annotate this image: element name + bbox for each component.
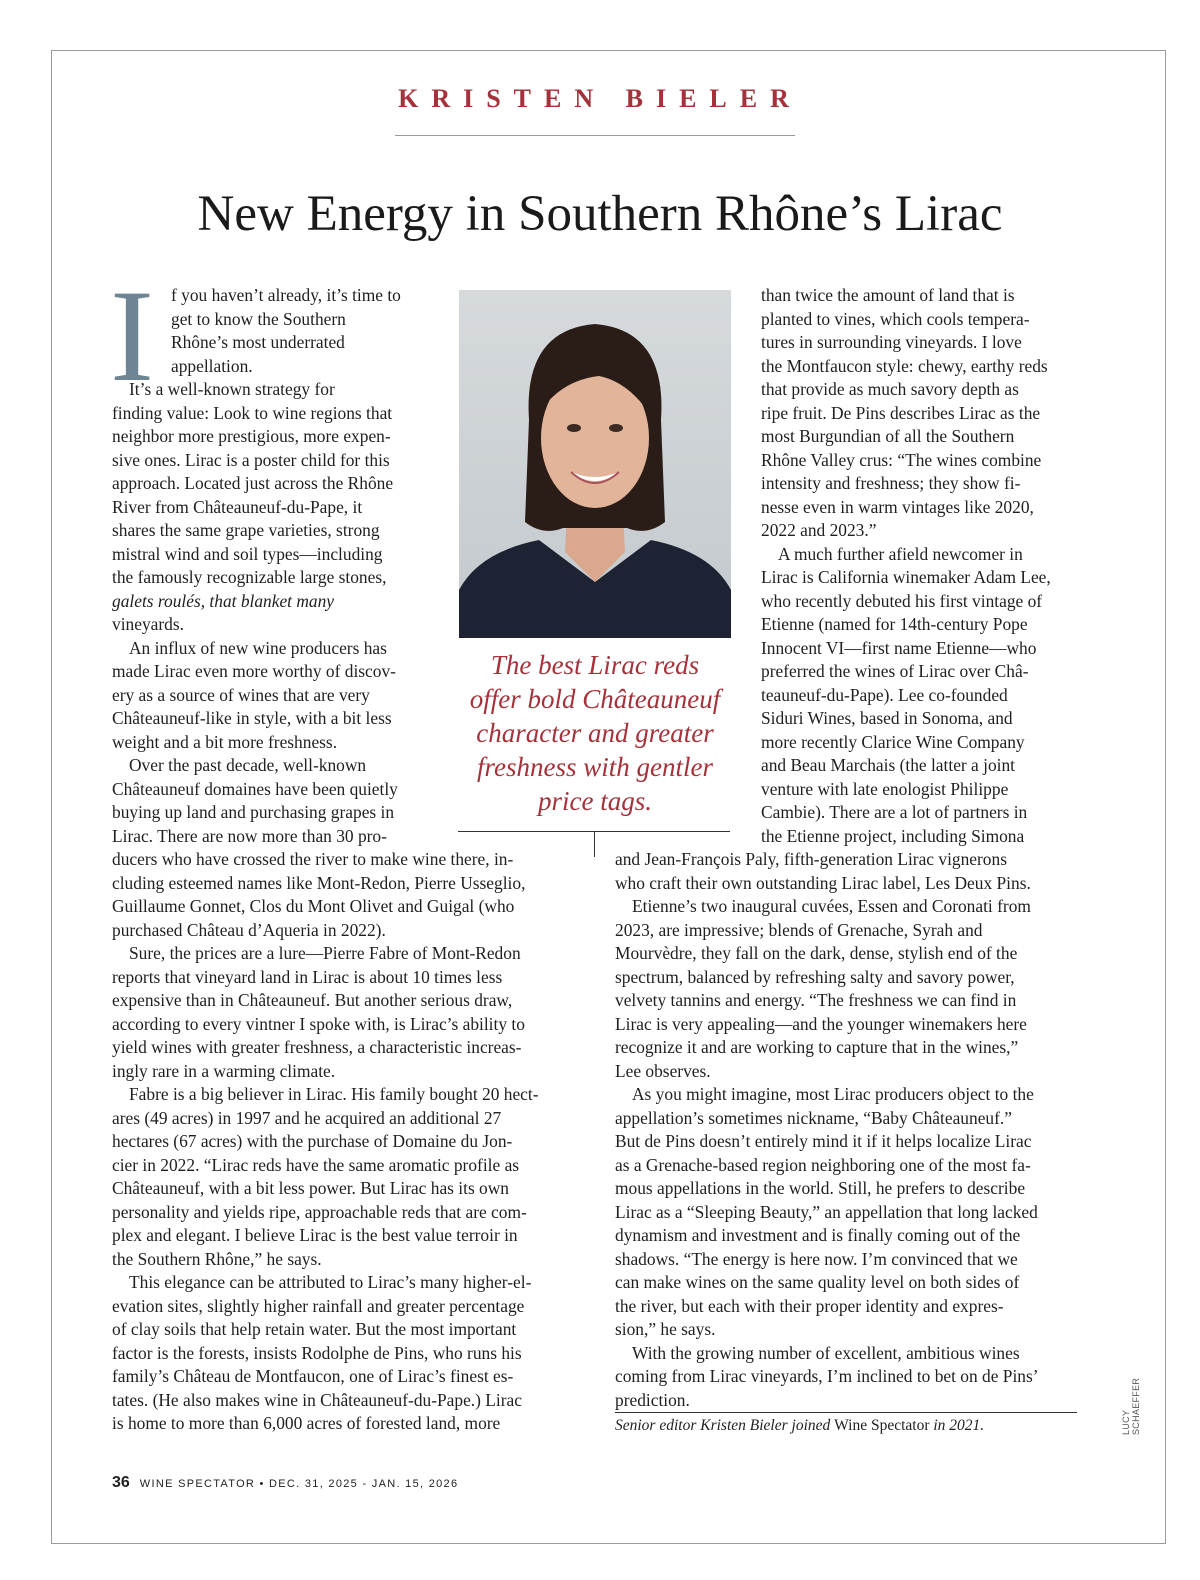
body-line: most Burgundian of all the Southern [761,426,1015,446]
pull-quote-line: freshness with gentler [477,752,713,782]
body-line: intensity and freshness; they show fi- [761,473,1021,493]
body-line: who recently debuted his first vintage of [761,590,1043,611]
body-line: and Jean-François Paly, fifth-generation Lirac vignerons [615,849,1007,869]
body-line: dynamism and investment and is finally coming out of the [615,1225,1021,1245]
body-line: the Montfaucon style: chewy, earthy reds [761,355,1048,376]
body-line: plex and elegant. I believe Lirac is the best value terroir in [112,1225,518,1245]
page-number: 36 [112,1474,130,1491]
body-line: Lirac is California winemaker Adam Lee, [761,567,1051,587]
body-line: hectares (67 acres) with the purchase of Domaine du Jon- [112,1131,513,1151]
body-line: as a Grenache-based region neighboring one of the most fa- [615,1154,1031,1175]
body-line: evation sites, slightly higher rainfall and greater percentage [112,1295,525,1316]
body-line: coming from Lirac vineyards, I’m inclined to bet on de Pins’ [615,1366,1039,1386]
pull-quote-line: The best Lirac reds [490,650,700,680]
body-line: neighbor more prestigious, more expen- [112,426,391,446]
body-line: A much further afield newcomer in [778,543,1023,564]
body-line: personality and yields ripe, approachable reds that are com- [112,1201,527,1222]
body-line: Etienne’s two inaugural cuvées, Essen and Coronati from [632,896,1031,916]
body-line: yield wines with greater freshness, a characteristic increas- [112,1037,522,1057]
body-line: can make wines on the same quality level on both sides of [615,1272,1020,1292]
body-line: An influx of new wine producers has [129,637,387,658]
body-line: Sure, the prices are a lure—Pierre Fabre of Mont-Redon [129,943,521,963]
body-line: get to know the Southern [171,308,346,329]
body-line: Guillaume Gonnet, Clos du Mont Olivet and Guigal (who [112,896,515,916]
body-line: Over the past decade, well-known [129,755,367,775]
body-line: Lee observes. [615,1060,711,1081]
pull-quote-line: offer bold Châteauneuf [469,684,721,714]
body-line: according to every vintner I spoke with, is Lirac’s ability to [112,1013,525,1034]
body-line: This elegance can be attributed to Lirac’s many higher-el- [129,1272,532,1292]
body-line: the river, but each with their proper identity and expres- [615,1295,1004,1316]
body-line: ripe fruit. De Pins describes Lirac as the [761,402,1041,423]
publication-line: WINE SPECTATOR • DEC. 31, 2025 - JAN. 15, 2026 [139,1478,459,1490]
body-line: sion,” he says. [615,1319,716,1339]
photo-credit: LUCY SCHAEFFER [1121,1377,1141,1435]
body-line: River from Châteauneuf-du-Pape, it [112,496,363,517]
body-line: Siduri Wines, based in Sonoma, and [761,708,1013,728]
body-line: reports that vineyard land in Lirac is about 10 times less [112,966,503,987]
body-line: ingly rare in a warming climate. [112,1060,336,1081]
page-footer [112,1474,458,1492]
article-headline: New Energy in Southern Rhône’s Lirac [197,186,1003,242]
body-line: cier in 2022. “Lirac reds have the same aromatic profile as [112,1154,520,1175]
body-line: Fabre is a big believer in Lirac. His family bought 20 hect- [129,1084,539,1104]
body-line: Lirac as a “Sleeping Beauty,” an appellation that long lacked [615,1201,1038,1222]
author-photo [459,290,731,638]
pull-quote-line: price tags. [538,786,652,816]
body-line: family’s Château de Montfaucon, one of Lirac’s finest es- [112,1366,514,1386]
body-line: finding value: Look to wine regions that [112,402,393,423]
body-line: Châteauneuf, with a bit less power. But Lirac has its own [112,1178,510,1198]
body-line: Lirac. There are now more than 30 pro- [112,825,387,846]
body-line: purchased Château d’Aqueria in 2022). [112,919,386,940]
body-line: Rhône’s most underrated [171,332,345,352]
body-line: of clay soils that help retain water. But the most important [112,1319,517,1339]
author-name: KRISTEN BIELER [398,84,802,113]
body-line: than twice the amount of land that is [761,285,1015,305]
pull-quote-line: character and greater [476,718,714,748]
body-line: nesse even in warm vintages like 2020, [761,496,1034,517]
body-line: and Beau Marchais (the latter a joint [761,755,1015,775]
body-line: venture with late enologist Philippe [761,778,1009,799]
body-line: velvety tannins and energy. “The freshness we can find in [615,990,1017,1010]
body-line: who craft their own outstanding Lirac label, Les Deux Pins. [615,872,1031,893]
body-line: shares the same grape varieties, strong [112,520,380,540]
bio-divider [615,1412,1077,1413]
body-line: tates. (He also makes wine in Châteauneuf-du-Pape.) Lirac [112,1389,522,1410]
body-line: As you might imagine, most Lirac producers object to the [632,1084,1034,1104]
body-line: spectrum, balanced by refreshing salty and savory power, [615,966,1015,987]
pull-quote-tick [594,831,595,857]
body-line: recognize it and are working to capture that in the wines,” [615,1037,1019,1057]
body-line: Châteauneuf-like in style, with a bit less [112,708,392,728]
drop-cap: I [110,262,154,409]
body-line: 2022 and 2023.” [761,520,877,540]
body-line: sive ones. Lirac is a poster child for this [112,449,390,470]
body-line: expensive than in Châteauneuf. But another serious draw, [112,990,513,1010]
body-line: Rhône Valley crus: “The wines combine [761,449,1042,470]
body-line: galets roulés, that blanket many [112,590,335,611]
bio-publication: Wine Spectator [834,1417,930,1434]
body-line: With the growing number of excellent, ambitious wines [632,1342,1020,1363]
body-line: the Etienne project, including Simona [761,825,1025,846]
body-line: approach. Located just across the Rhône [112,473,394,493]
body-line: planted to vines, which cools tempera- [761,308,1030,329]
body-line: ery as a source of wines that are very [112,684,370,705]
body-line: teauneuf-du-Pape). Lee co-founded [761,684,1008,705]
header-divider [395,135,795,136]
body-line: 2023, are impressive; blends of Grenache, Syrah and [615,919,983,940]
body-line: mous appellations in the world. Still, he prefers to describe [615,1178,1026,1198]
body-line: Mourvèdre, they fall on the dark, dense, stylish end of the [615,943,1018,963]
bio-text-end: in 2021. [929,1417,985,1434]
body-line: Etienne (named for 14th-century Pope [761,614,1028,634]
pull-quote [455,648,735,818]
body-line: more recently Clarice Wine Company [761,731,1025,752]
body-line: is home to more than 6,000 acres of forested land, more [112,1413,501,1433]
bio-text: Senior editor Kristen Bieler joined [615,1417,835,1434]
portrait-image [459,290,731,638]
body-line: factor is the forests, insists Rodolphe de Pins, who runs his [112,1342,522,1363]
body-line: Innocent VI—first name Etienne—who [761,637,1037,658]
body-line: cluding esteemed names like Mont-Redon, Pierre Usseglio, [112,872,526,893]
body-line: Châteauneuf domaines have been quietly [112,778,398,799]
body-line: mistral wind and soil types—including [112,543,383,564]
body-line: preferred the wines of Lirac over Châ- [761,661,1029,681]
body-line: But de Pins doesn’t entirely mind it if it helps localize Lirac [615,1131,1032,1151]
body-line: buying up land and purchasing grapes in [112,802,395,822]
author-bio [615,1416,984,1436]
body-line: weight and a bit more freshness. [112,731,338,752]
body-line: ares (49 acres) in 1997 and he acquired an additional 27 [112,1107,502,1128]
body-line: Lirac is very appealing—and the younger winemakers here [615,1013,1027,1034]
body-line: the Southern Rhône,” he says. [112,1248,322,1269]
body-line: made Lirac even more worthy of discov- [112,661,396,681]
body-line: appellation’s sometimes nickname, “Baby Châteauneuf.” [615,1107,1012,1128]
body-line: the famously recognizable large stones, [112,567,387,587]
body-line: prediction. [615,1389,690,1410]
body-line: appellation. [171,355,253,376]
body-line: ducers who have crossed the river to make wine there, in- [112,849,514,869]
body-line: Cambie). There are a lot of partners in [761,802,1028,822]
body-line: that provide as much savory depth as [761,379,1019,399]
body-line: tures in surrounding vineyards. I love [761,332,1022,352]
body-line: shadows. “The energy is here now. I’m convinced that we [615,1248,1018,1269]
body-line: vineyards. [112,614,184,634]
body-line: It’s a well-known strategy for [129,379,335,399]
body-line: f you haven’t already, it’s time to [171,285,401,305]
